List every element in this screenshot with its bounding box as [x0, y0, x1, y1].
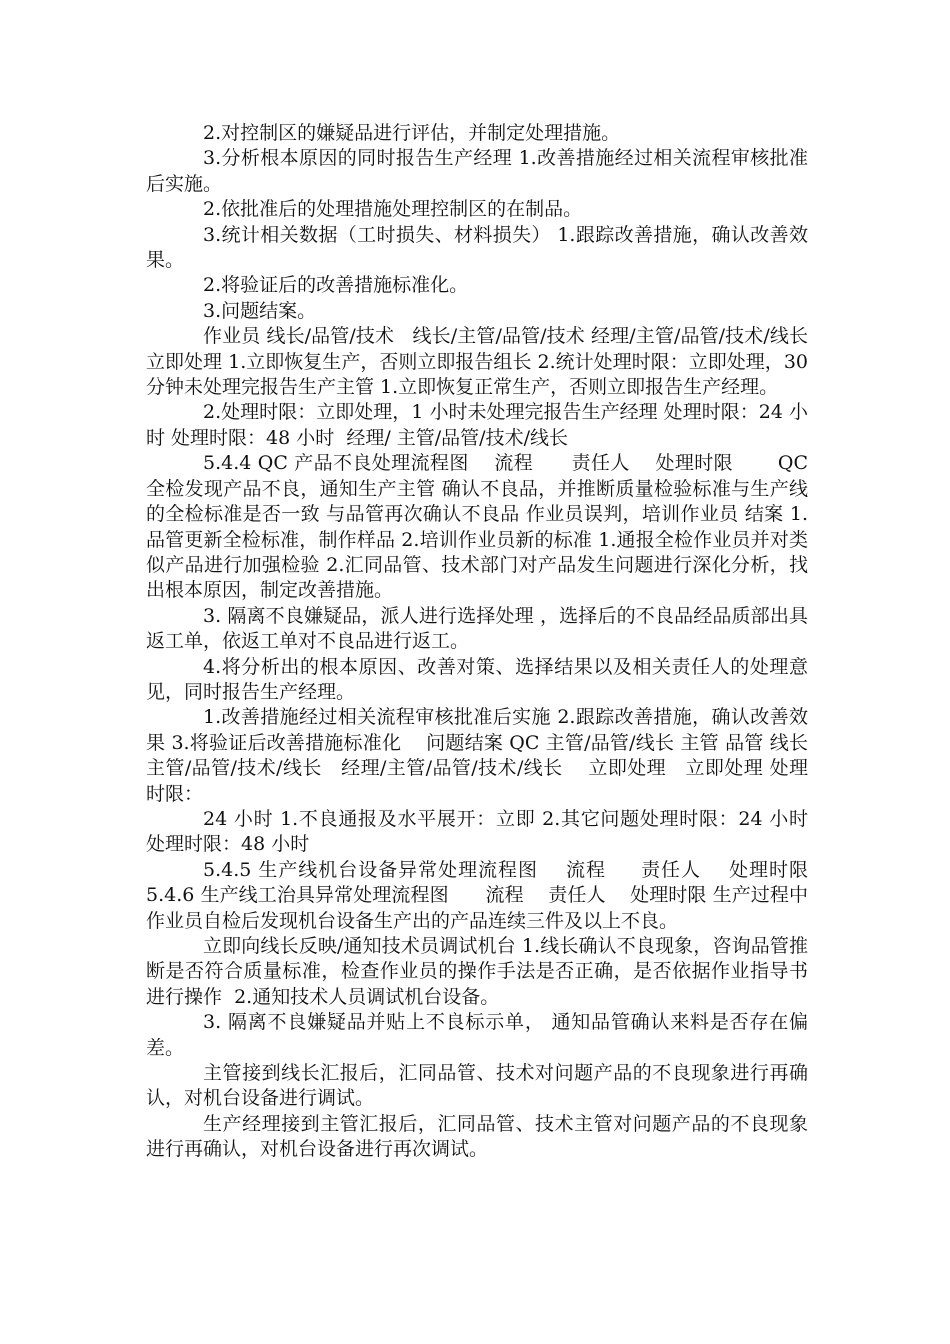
paragraph: 3.分析根本原因的同时报告生产经理 1.改善措施经过相关流程审核批准后实施。 [146, 147, 808, 195]
paragraph: 作业员 线长/品管/技术 线长/主管/品管/技术 经理/主管/品管/技术/线长 立即处理 1.立即恢复生产，否则立即报告组长 2.统计处理时限：立即处理，30 分钟未处理完报告生产主管 1.立即恢复正常生产，否则立即报告生产经理。 [146, 325, 833, 399]
paragraph: 2.依批准后的处理措施处理控制区的在制品。 [203, 198, 583, 221]
paragraph: 3.统计相关数据（工时损失、材料损失） 1.跟踪改善措施，确认改善效果。 [146, 223, 808, 272]
paragraph: 24 小时 1.不良通报及水平展开：立即 2.其它问题处理时限：24 小时 处理时限：48 小时 [146, 807, 815, 856]
paragraph: 主管接到线长汇报后，汇同品管、技术对问题产品的不良现象进行再确认，对机台设备进行调试。 [146, 1062, 808, 1110]
document-body [146, 121, 857, 1163]
paragraph: 1.改善措施经过相关流程审核批准后实施 2.跟踪改善措施，确认改善效果 3.将验证后改善措施标准化 问题结案 QC 主管/品管/线长 主管 品管 线长 主管/品管/技术/线长 经理/主管/品管/技术/线长 立即处理 立即处理 处理时限： [146, 706, 815, 805]
section-heading-paragraph: 5.4.5 生产线机台设备异常处理流程图 流程 责任人 处理时限 5.4.6 生产线工治具异常处理流程图 流程 责任人 处理时限 生产过程中作业员自检后发现机台设备生产出的产品连续三件及以上不良。 [146, 858, 857, 932]
section-heading-paragraph: 5.4.4 QC 产品不良处理流程图 流程 责任人 处理时限 QC 全检发现产品不良，通知生产主管 确认不良品，并推断质量检验标准与生产线的全检标准是否一致 与品管再次确认不良品 作业员误判，培训作业员 结案 1.品管更新全检标准，制作样品 2.培训作业员新的标准 1.通报全检作业员并对类似产品进行加强检验 2.汇同品管、技术部门对产品发生问题进行深化分析，找出根本原因，制定改善措施。 [146, 452, 815, 602]
paragraph: 3.问题结案。 [203, 299, 317, 322]
paragraph: 立即向线长反映/通知技术员调试机台 1.线长确认不良现象，咨询品管推断是否符合质量标准，检查作业员的操作手法是否正确，是否依据作业指导书进行操作 2.通知技术人员调试机台设备。 [146, 935, 808, 1008]
paragraph: 3. 隔离不良嫌疑品并贴上不良标示单， 通知品管确认来料是否存在偏差。 [146, 1011, 808, 1059]
paragraph: 4.将分析出的根本原因、改善对策、选择结果以及相关责任人的处理意见，同时报告生产经理。 [146, 655, 808, 703]
paragraph: 2.将验证后的改善措施标准化。 [203, 274, 469, 297]
paragraph: 2.处理时限：立即处理，1 小时未处理完报告生产经理 处理时限：24 小时 处理时限：48 小时 经理/ 主管/品管/技术/线长 [146, 401, 808, 449]
paragraph: 2.对控制区的嫌疑品进行评估，并制定处理措施。 [203, 122, 621, 144]
paragraph: 3. 隔离不良嫌疑品，派人进行选择处理 ，选择后的不良品经品质部出具返工单，依返工单对不良品进行返工。 [146, 604, 808, 653]
paragraph: 生产经理接到主管汇报后，汇同品管、技术主管对问题产品的不良现象进行再确认，对机台设备进行再次调试。 [146, 1112, 808, 1161]
